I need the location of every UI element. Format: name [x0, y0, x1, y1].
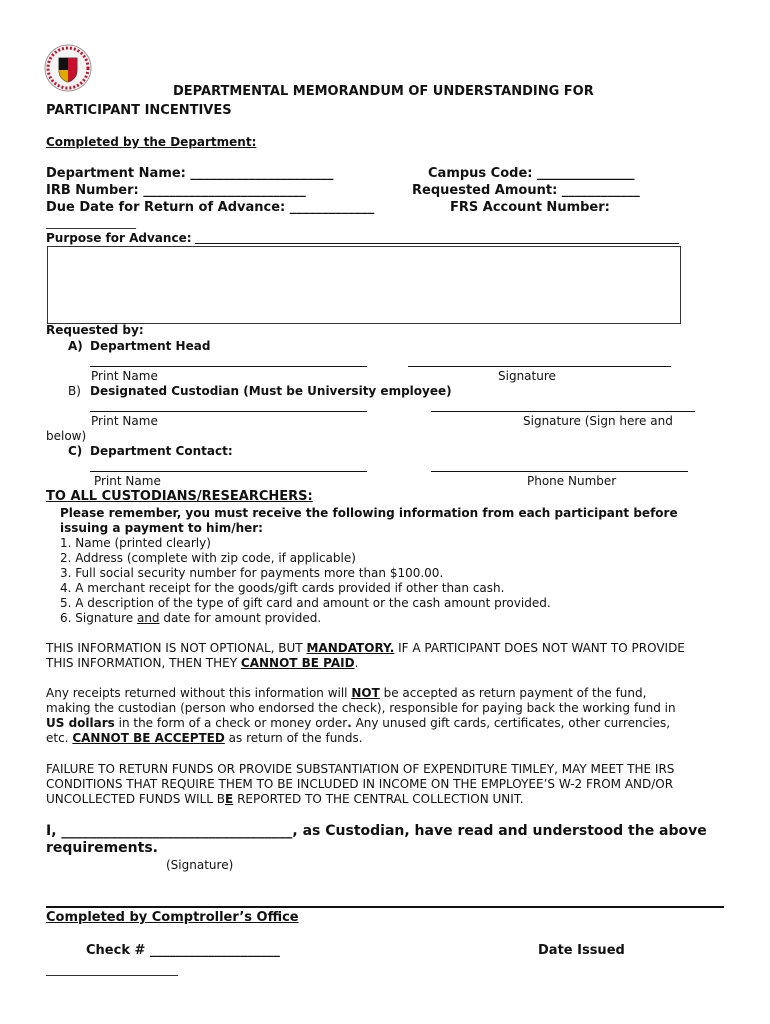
- custodian-print-line[interactable]: [90, 411, 367, 412]
- frs-account-underline: _______________: [46, 215, 136, 229]
- check-number-field: Check # ____________________: [86, 943, 280, 958]
- list-item-1: 1. Name (printed clearly): [60, 536, 211, 550]
- contact-print-line[interactable]: [90, 471, 367, 472]
- department-head-print-line[interactable]: [90, 366, 367, 367]
- purpose-textbox[interactable]: [47, 246, 681, 324]
- custodians-intro-1: Please remember, you must receive the following information from each participant before: [60, 506, 678, 520]
- frs-account-field: FRS Account Number:: [450, 200, 610, 215]
- designated-custodian-label: Designated Custodian (Must be University employee): [90, 384, 452, 398]
- department-name-field: Department Name: ______________________: [46, 166, 334, 181]
- date-issued-label: Date Issued: [538, 943, 625, 958]
- item-b-letter: B): [68, 384, 81, 398]
- section-divider: [46, 906, 724, 908]
- title-line-1: DEPARTMENTAL MEMORANDUM OF UNDERSTANDING FOR: [173, 84, 594, 99]
- department-head-signature-caption: Signature: [498, 369, 556, 383]
- department-head-label: Department Head: [90, 339, 211, 353]
- failure-line-2: CONDITIONS THAT REQUIRE THEM TO BE INCLUDED IN INCOME ON THE EMPLOYEE’S W-2 FROM AND/OR: [46, 777, 674, 791]
- purpose-label: Purpose for Advance:: [46, 231, 192, 245]
- department-contact-label: Department Contact:: [90, 444, 233, 458]
- list-item-5: 5. A description of the type of gift card and amount or the cash amount provided.: [60, 596, 551, 610]
- failure-line-1: FAILURE TO RETURN FUNDS OR PROVIDE SUBSTANTIATION OF EXPENDITURE TIMLEY, MAY MEET THE IRS: [46, 762, 675, 776]
- receipts-line-1: Any receipts returned without this information will NOT be accepted as return payment of the fund,: [46, 686, 647, 700]
- comptroller-heading: Completed by Comptroller’s Office: [46, 910, 299, 925]
- purpose-label-rule: [195, 243, 679, 244]
- item-c-letter: C): [68, 444, 83, 458]
- list-item-6: 6. Signature and date for amount provided.: [60, 611, 322, 625]
- date-issued-underline: ______________________: [46, 962, 178, 976]
- contact-phone-caption: Phone Number: [527, 474, 617, 488]
- department-head-signature-line[interactable]: [408, 366, 671, 367]
- attestation-line-2: requirements.: [46, 840, 158, 856]
- receipts-line-4: etc. CANNOT BE ACCEPTED as return of the funds.: [46, 731, 363, 745]
- attestation-line-1: I, _________________________________, as Custodian, have read and understood the above: [46, 823, 707, 839]
- contact-phone-line[interactable]: [431, 471, 688, 472]
- irb-number-field: IRB Number: _________________________: [46, 183, 306, 198]
- custodian-print-caption: Print Name: [91, 414, 158, 428]
- receipts-line-3: US dollars in the form of a check or money order. Any unused gift cards, certificates, other currencies,: [46, 716, 671, 730]
- completed-by-department-heading: Completed by the Department:: [46, 135, 257, 149]
- university-seal-logo: [44, 44, 92, 92]
- item-a-letter: A): [68, 339, 83, 353]
- due-date-field: Due Date for Return of Advance: _____________: [46, 200, 375, 215]
- mandatory-line-2: THIS INFORMATION, THEN THEY CANNOT BE PAID.: [46, 656, 359, 670]
- campus-code-field: Campus Code: _______________: [428, 166, 635, 181]
- attestation-signature-caption: (Signature): [166, 858, 234, 872]
- requested-amount-field: Requested Amount: ____________: [412, 183, 640, 198]
- custodian-signature-caption-cont: below): [46, 429, 87, 443]
- custodians-intro-2: issuing a payment to him/her:: [60, 521, 263, 535]
- list-item-3: 3. Full social security number for payments more than $100.00.: [60, 566, 444, 580]
- list-item-4: 4. A merchant receipt for the goods/gift cards provided if other than cash.: [60, 581, 505, 595]
- mandatory-line-1: THIS INFORMATION IS NOT OPTIONAL, BUT MANDATORY. IF A PARTICIPANT DOES NOT WANT TO PROVIDE: [46, 641, 685, 655]
- custodian-signature-line[interactable]: [431, 411, 695, 412]
- contact-print-caption: Print Name: [94, 474, 161, 488]
- receipts-line-2: making the custodian (person who endorsed the check), responsible for paying back the working fund in: [46, 701, 676, 715]
- department-head-print-caption: Print Name: [91, 369, 158, 383]
- requested-by-label: Requested by:: [46, 323, 144, 337]
- title-line-2: PARTICIPANT INCENTIVES: [46, 103, 232, 118]
- custodian-signature-caption: Signature (Sign here and: [523, 414, 673, 428]
- list-item-2: 2. Address (complete with zip code, if applicable): [60, 551, 356, 565]
- failure-line-3: UNCOLLECTED FUNDS WILL BE REPORTED TO THE CENTRAL COLLECTION UNIT.: [46, 792, 524, 806]
- custodians-heading: TO ALL CUSTODIANS/RESEARCHERS:: [46, 489, 313, 504]
